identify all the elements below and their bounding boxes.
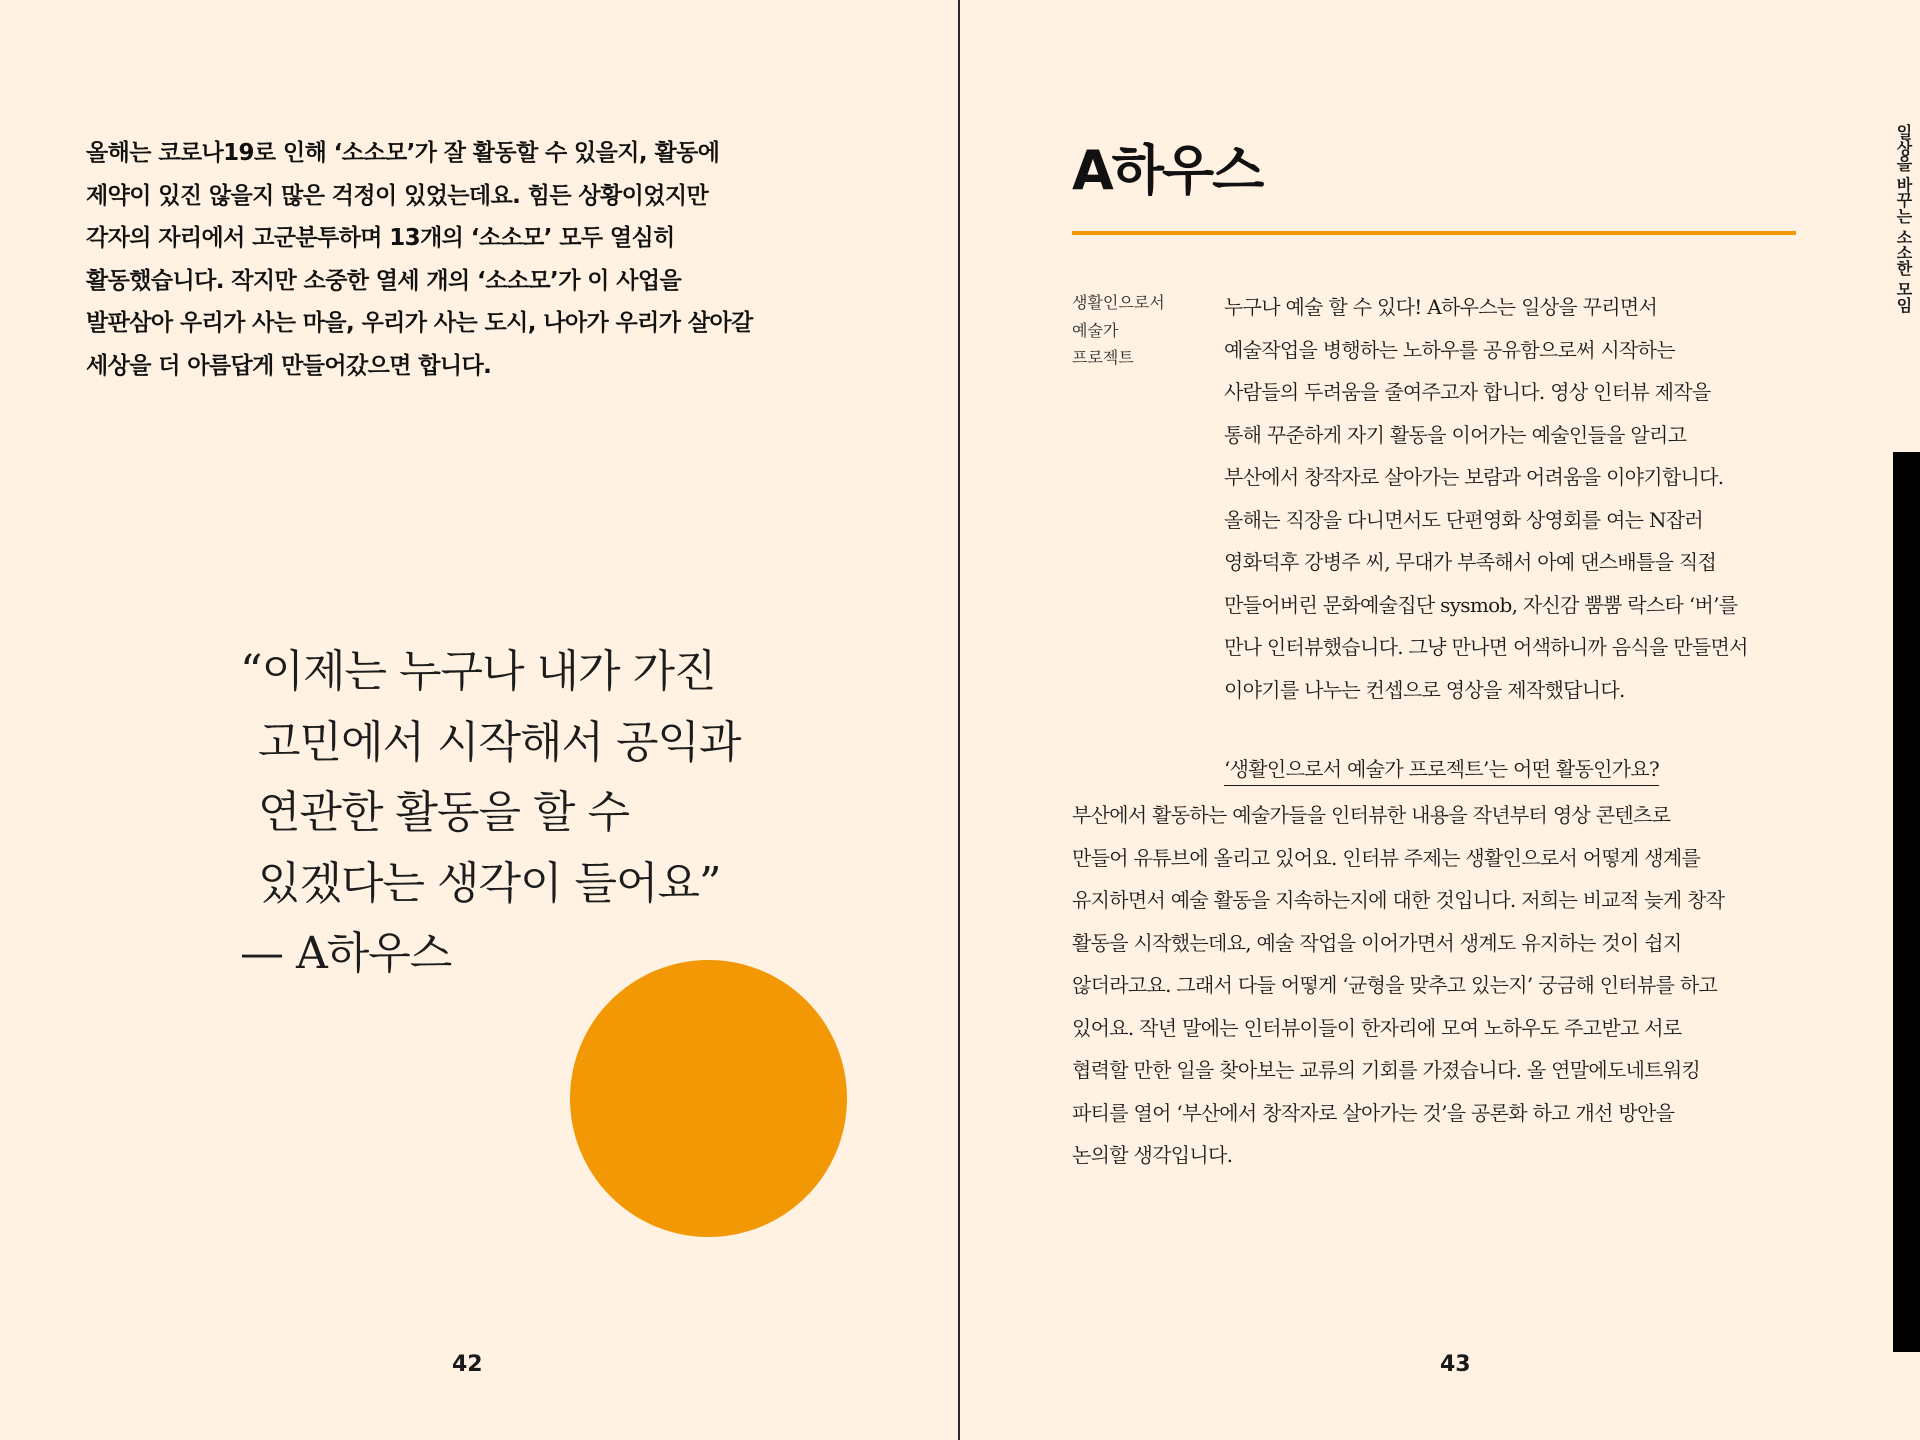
description-line: 만나 인터뷰했습니다. 그냥 만나면 어색하니까 음식을 만들면서: [1224, 635, 1748, 659]
side-label-line: 생활인으로서: [1072, 293, 1165, 312]
right-page: [960, 0, 1920, 1440]
project-side-label: [1072, 289, 1192, 372]
answer-line: 않더라고요. 그래서 다들 어떻게 ‘균형을 맞추고 있는지’ 궁금해 인터뷰를 하고: [1072, 973, 1718, 997]
answer-line: 논의할 생각입니다.: [1072, 1143, 1233, 1167]
side-label-line: 예술가: [1072, 320, 1119, 340]
answer-line: 만들어 유튜브에 올리고 있어요. 인터뷰 주제는 생활인으로서 어떻게 생계를: [1072, 845, 1701, 870]
intro-line: 발판삼아 우리가 사는 마을, 우리가 사는 도시, 나아가 우리가 살아갈: [86, 310, 753, 336]
interview-question: ‘생활인으로서 예술가 프로젝트’는 어떤 활동인가요?: [1224, 754, 1659, 786]
orange-circle-decoration: [570, 960, 847, 1237]
quote-line: 있겠다는 생각이 들어요”: [258, 857, 721, 909]
section-edge-tab: [1893, 452, 1920, 1352]
description-line: 예술작업을 병행하는 노하우를 공유함으로써 시작하는: [1224, 337, 1675, 362]
intro-line: 각자의 자리에서 고군분투하며 13개의 ‘소소모’ 모두 열심히: [86, 225, 675, 251]
project-description: [1224, 286, 1834, 711]
pull-quote: [240, 637, 860, 990]
answer-line: 있어요. 작년 말에는 인터뷰이들이 한자리에 모여 노하우도 주고받고 서로: [1072, 1015, 1682, 1040]
intro-line: 올해는 코로나19로 인해 ‘소소모’가 잘 활동할 수 있을지, 활동에: [86, 140, 720, 166]
side-label-line: 프로젝트: [1072, 348, 1134, 367]
answer-line: 부산에서 활동하는 예술가들을 인터뷰한 내용을 작년부터 영상 콘텐츠로: [1072, 803, 1671, 827]
page-title: A하우스: [1072, 139, 1263, 202]
title-underline-rule: [1072, 231, 1796, 235]
description-line: 만들어버린 문화예술집단 sysmob, 자신감 뿜뿜 락스타 ‘버’를: [1224, 592, 1738, 617]
description-line: 통해 꾸준하게 자기 활동을 이어가는 예술인들을 알리고: [1224, 422, 1687, 447]
answer-line: 협력할 만한 일을 찾아보는 교류의 기회를 가졌습니다. 올 연말에도네트워킹: [1072, 1058, 1701, 1082]
quote-line: “이제는 누구나 내가 가진: [240, 646, 716, 697]
description-line: 이야기를 나누는 컨셉으로 영상을 제작했답니다.: [1224, 677, 1625, 702]
description-line: 올해는 직장을 다니면서도 단편영화 상영회를 여는 N잡러: [1224, 507, 1704, 532]
intro-line: 활동했습니다. 작지만 소중한 열세 개의 ‘소소모’가 이 사업을: [86, 267, 682, 294]
left-page: [0, 0, 958, 1440]
answer-line: 파티를 열어 ‘부산에서 창작자로 살아가는 것’을 공론화 하고 개선 방안을: [1072, 1100, 1675, 1125]
quote-line: 연관한 활동을 할 수: [258, 787, 629, 838]
page-number-right: 43: [1440, 1352, 1471, 1377]
quote-line: 고민에서 시작해서 공익과: [258, 716, 741, 768]
running-header-vertical: 일상을 바꾸는 소소한 모임: [1894, 124, 1913, 313]
interview-answer: [1072, 794, 1812, 1177]
description-line: 부산에서 창작자로 살아가는 보람과 어려움을 이야기합니다.: [1224, 465, 1724, 489]
description-line: 누구나 예술 할 수 있다! A하우스는 일상을 꾸리면서: [1224, 295, 1658, 319]
answer-line: 유지하면서 예술 활동을 지속하는지에 대한 것입니다. 저희는 비교적 늦게 창작: [1072, 888, 1725, 912]
description-line: 영화덕후 강병주 씨, 무대가 부족해서 아예 댄스배틀을 직접: [1224, 550, 1717, 574]
intro-paragraph: [86, 132, 886, 387]
quote-attribution: — A하우스: [240, 928, 452, 979]
intro-line: 세상을 더 아름답게 만들어갔으면 합니다.: [86, 352, 492, 379]
page-number-left: 42: [452, 1352, 483, 1377]
answer-line: 활동을 시작했는데요, 예술 작업을 이어가면서 생계도 유지하는 것이 쉽지: [1072, 930, 1682, 955]
intro-line: 제약이 있진 않을지 많은 걱정이 있었는데요. 힘든 상황이었지만: [86, 182, 709, 209]
description-line: 사람들의 두려움을 줄여주고자 합니다. 영상 인터뷰 제작을: [1224, 380, 1711, 404]
